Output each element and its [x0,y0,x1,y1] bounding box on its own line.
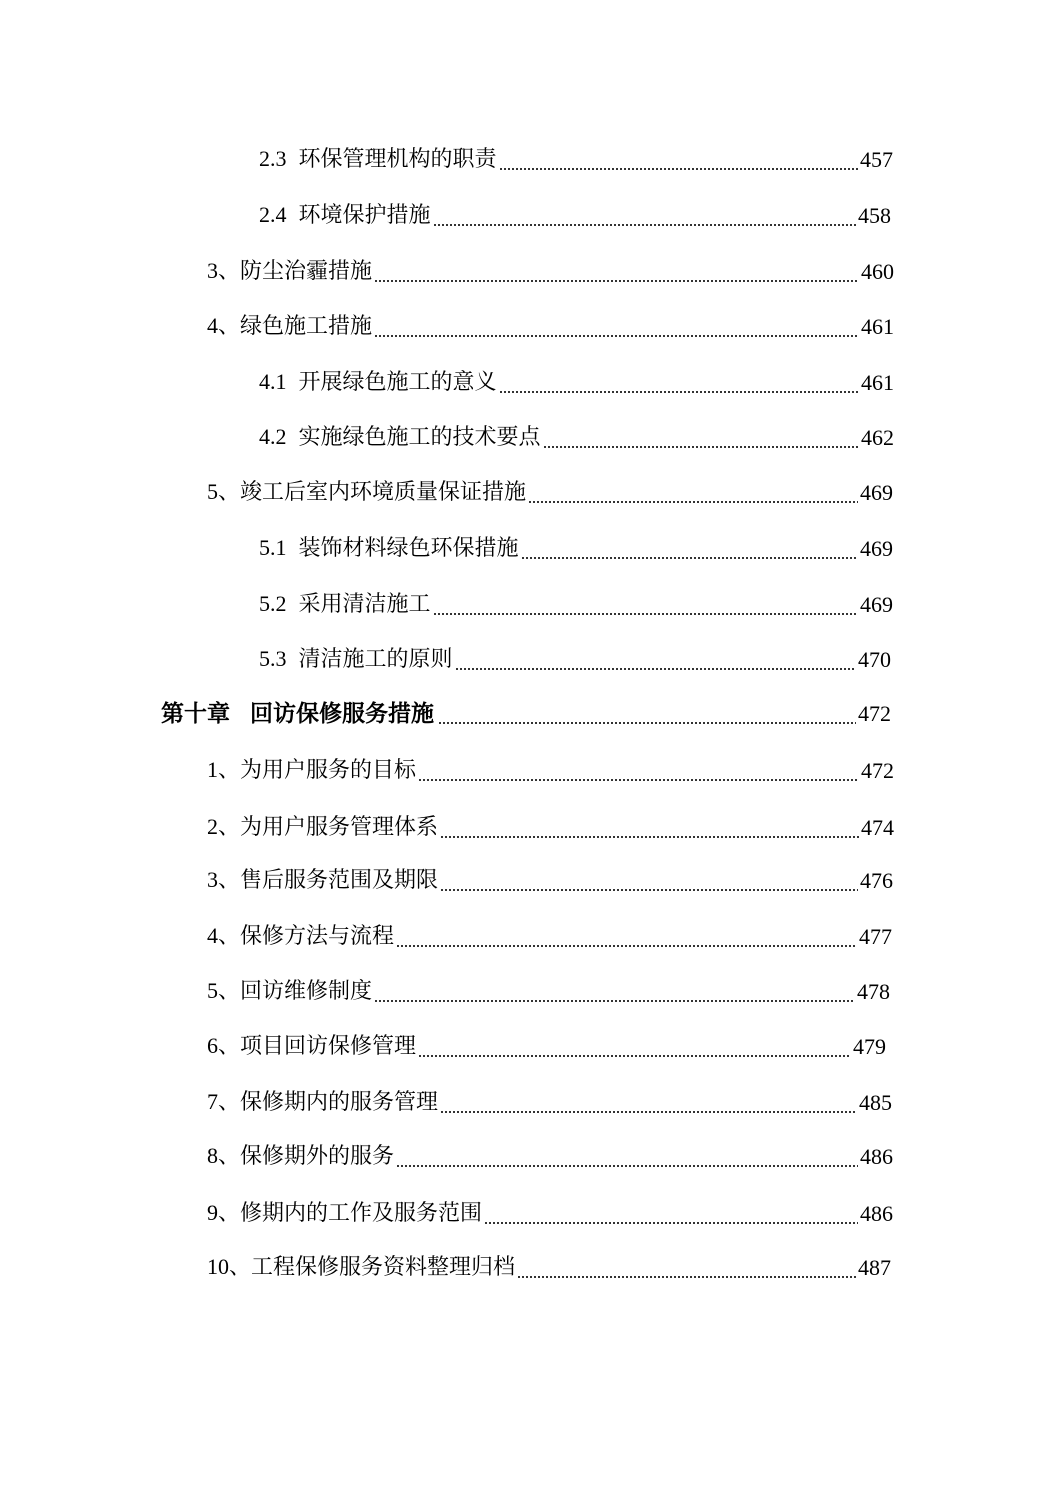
toc-entry-title: 防尘治霾措施 [240,259,373,284]
dot-leader [543,424,859,452]
dot-leader [374,978,855,1006]
dot-leader [484,1200,858,1228]
toc-entry[interactable] [207,1081,892,1117]
toc-entry-label: 4、绿色施工措施 [207,313,373,339]
toc-entry[interactable] [207,970,890,1006]
toc-entry-number: 4 [207,923,218,948]
toc-entry[interactable] [207,1135,893,1171]
toc-entry-number: 4.1 [259,369,287,394]
toc-entry-label [259,145,497,174]
toc-entry-page: 485 [859,1090,892,1115]
dot-leader [418,1033,851,1061]
toc-entry-number: 9 [207,1200,218,1225]
toc-entry-page: 461 [861,370,894,395]
toc-entry-title: 回访维修制度 [240,979,373,1004]
toc-entry-label [161,700,434,728]
toc-chapter-entry[interactable] [161,692,891,728]
toc-entry[interactable] [259,583,893,619]
toc-entry-number: 1 [207,757,218,782]
dot-leader [374,258,859,286]
toc-entry-number: 4.2 [259,424,287,449]
toc-entry[interactable] [207,1192,893,1228]
toc-entry-page: 478 [857,979,890,1004]
toc-entry-label: 3、防尘治霾措施 [207,258,373,284]
toc-entry[interactable] [207,1246,891,1282]
toc-entry-page: 469 [860,592,893,617]
toc-entry-title: 售后服务范围及期限 [240,868,439,893]
toc-entry[interactable] [259,361,894,397]
toc-entry-number: 5 [207,479,218,504]
toc-entry-number: 5 [207,978,218,1003]
dot-leader [433,202,856,230]
chapter-title: 回访保修服务措施 [250,700,434,727]
toc-entry[interactable] [207,1025,886,1061]
toc-entry-label: 4、保修方法与流程 [207,923,395,949]
toc-entry-label [259,590,431,619]
dot-leader [440,867,858,895]
toc-entry[interactable] [259,194,891,230]
dot-leader [396,1143,858,1171]
toc-entry[interactable] [207,806,894,842]
toc-entry[interactable] [259,638,891,674]
toc-entry-number: 2.4 [259,202,287,227]
toc-entry-title: 为用户服务管理体系 [240,815,439,840]
toc-entry-page: 477 [859,924,892,949]
dot-leader [521,535,858,563]
toc-entry-title: 保修期内的服务管理 [240,1090,439,1115]
toc-entry-label [259,534,519,563]
toc-entry-title: 项目回访保修管理 [240,1034,417,1059]
toc-entry-title: 保修期外的服务 [240,1144,395,1169]
toc-entry-title: 绿色施工措施 [240,314,373,339]
toc-entry-title: 保修方法与流程 [240,924,395,949]
toc-entry-title: 修期内的工作及服务范围 [240,1201,483,1226]
toc-entry-title: 为用户服务的目标 [240,758,417,783]
toc-entry-number: 2.3 [259,146,287,171]
dot-leader [438,700,856,728]
toc-entry-label: 5、回访维修制度 [207,978,373,1004]
dot-leader [440,814,859,842]
toc-entry-page: 479 [853,1034,886,1059]
toc-entry-page: 486 [860,1144,893,1169]
toc-entry[interactable] [207,915,892,951]
toc-entry-number: 4 [207,313,218,338]
dot-leader [517,1254,856,1282]
toc-entry[interactable] [207,305,894,341]
toc-entry-label: 1、为用户服务的目标 [207,757,417,783]
toc-entry-title: 开展绿色施工的意义 [298,370,497,395]
dot-leader [433,591,858,619]
toc-entry-label [259,368,497,397]
toc-entry-page: 472 [861,758,894,783]
dot-leader [374,313,859,341]
toc-entry-number: 5.1 [259,535,287,560]
toc-entry-page: 462 [861,425,894,450]
toc-entry-page: 472 [858,701,891,726]
toc-entry-number: 5.3 [259,646,287,671]
toc-entry-page: 457 [860,147,893,172]
toc-entry-page: 476 [860,868,893,893]
toc-entry-label: 5、竣工后室内环境质量保证措施 [207,479,527,505]
toc-entry[interactable] [259,138,893,174]
toc-entry-label [259,423,541,452]
chapter-number: 第十章 [161,700,230,727]
toc-entry-title: 环境保护措施 [298,203,431,228]
toc-entry-page: 460 [861,259,894,284]
toc-entry-number: 3 [207,258,218,283]
toc-entry-label [259,201,431,230]
toc-entry-label: 10、工程保修服务资料整理归档 [207,1254,516,1280]
toc-entry-number: 2 [207,814,218,839]
dot-leader [396,923,857,951]
toc-entry-number: 7 [207,1089,218,1114]
toc-entry-page: 487 [858,1255,891,1280]
toc-entry-title: 实施绿色施工的技术要点 [298,425,541,450]
toc-entry[interactable] [207,749,894,785]
toc-entry-page: 469 [860,536,893,561]
toc-entry-title: 装饰材料绿色环保措施 [298,536,519,561]
dot-leader [499,369,859,397]
toc-entry-number: 3 [207,867,218,892]
toc-entry-label [259,645,453,674]
toc-entry-title: 工程保修服务资料整理归档 [251,1255,516,1280]
toc-entry-label: 8、保修期外的服务 [207,1143,395,1169]
toc-entry-page: 486 [860,1201,893,1226]
toc-entry-title: 清洁施工的原则 [298,647,453,672]
toc-entry-page: 474 [861,815,894,840]
toc-entry-label: 2、为用户服务管理体系 [207,814,439,840]
dot-leader [440,1089,857,1117]
toc-entry-number: 5.2 [259,591,287,616]
toc-entry-number: 10 [207,1254,229,1279]
toc-entry-page: 461 [861,314,894,339]
toc-entry[interactable] [207,471,893,507]
dot-leader [418,757,859,785]
toc-entry[interactable] [207,250,894,286]
toc-entry-title: 竣工后室内环境质量保证措施 [240,480,527,505]
toc-entry[interactable] [259,416,894,452]
toc-entry[interactable] [259,527,893,563]
toc-entry-number: 6 [207,1033,218,1058]
toc-entry-page: 470 [858,647,891,672]
dot-leader [528,479,858,507]
toc-entry-page: 458 [858,203,891,228]
dot-leader [455,646,856,674]
toc-entry-label: 7、保修期内的服务管理 [207,1089,439,1115]
toc-entry-page: 469 [860,480,893,505]
toc-entry-title: 采用清洁施工 [298,592,431,617]
toc-entry-label: 3、售后服务范围及期限 [207,867,439,893]
toc-entry-title: 环保管理机构的职责 [298,147,497,172]
dot-leader [499,146,858,174]
toc-entry-label: 6、项目回访保修管理 [207,1033,417,1059]
toc-entry-number: 8 [207,1143,218,1168]
toc-entry-label: 9、修期内的工作及服务范围 [207,1200,483,1226]
toc-entry[interactable] [207,859,893,895]
